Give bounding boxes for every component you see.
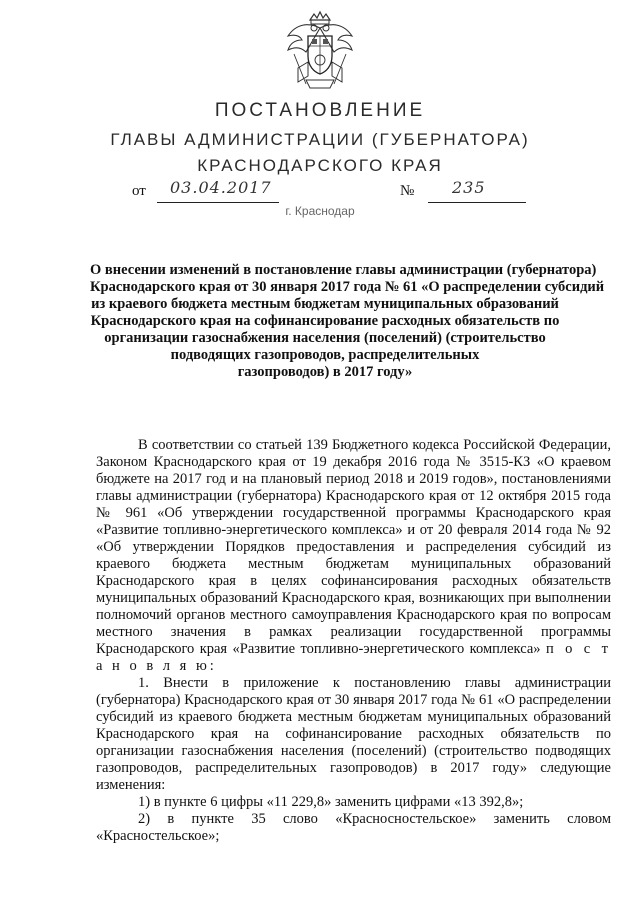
title-line: Краснодарского края от 30 января 2017 года № 61 «О распределении субсидий	[90, 279, 605, 295]
issuer-heading: ГЛАВЫ АДМИНИСТРАЦИИ (ГУБЕРНАТОРА)	[110, 130, 530, 149]
city-label: г. Краснодар	[285, 204, 355, 218]
number-prefix: №	[400, 183, 415, 199]
item-1: 1. Внести в приложение к постановлению главы администрации (губернатора) Краснодарского края от 30 января 2017 года № 61 «О распределении субсидий из краевого бюджета местным бюджетам муниципальных образований Краснодарского края на софинансирование расходных обязательств по организации газоснабжения населения (поселений) (строительство подводящих газопроводов, распределительных газопроводов) в 2017 году» следующие изменения:	[96, 675, 611, 793]
date-value: 03.04.2017	[170, 178, 272, 197]
number-value: 235	[452, 178, 486, 197]
title-line: организации газоснабжения населения (поселений) (строительство	[104, 330, 546, 346]
region-heading: КРАСНОДАРСКОГО КРАЯ	[197, 156, 443, 175]
title-line: газопроводов) в 2017 году»	[237, 364, 413, 380]
document-title	[90, 262, 605, 381]
date-prefix: от	[132, 183, 146, 199]
title-line: Краснодарского края на софинансирование расходных обязательств по	[90, 313, 560, 329]
document-body	[96, 437, 611, 845]
item-1-1: 1) в пункте 6 цифры «11 229,8» заменить цифрами «13 392,8»;	[138, 794, 524, 810]
decree-word: п о с т а н о в л я ю:	[96, 641, 611, 674]
title-line: подводящих газопроводов, распределительных	[170, 347, 480, 363]
title-line: О внесении изменений в постановление главы администрации (губернатора)	[90, 262, 597, 278]
coat-of-arms-emblem	[284, 10, 356, 94]
preamble-paragraph	[96, 437, 611, 675]
document-type-heading: ПОСТАНОВЛЕНИЕ	[214, 100, 426, 121]
item-1-2: 2) в пункте 35 слово «Красносностельское» заменить словом «Красностельское»;	[96, 811, 611, 844]
preamble-text: В соответствии со статьей 139 Бюджетного кодекса Российской Федерации, Законом Краснодарского края от 19 декабря 2016 года № 3515-КЗ «О краевом бюджете на 2017 год и на плановый период 2018 и 2019 годов», постановлениями главы администрации (губернатора) Краснодарского края от 12 октября 2015 года № 961 «Об утверждении государственной программы Краснодарского края «Развитие топливно-энергетического комплекса» и от 20 февраля 2014 года № 92 «Об утверждении Порядков предоставления и распределения субсидий из краевого бюджета местным бюджетам муниципальных образований Краснодарского края в целях софинансирования расходных обязательств муниципальных образований Краснодарского края, возникающих при выполнении полномочий органов местного самоуправления Краснодарского края по вопросам местного значения в рамках реализации государственной программы Краснодарского края «Развитие топливно-энергетического комплекса»	[96, 437, 611, 657]
title-line: из краевого бюджета местным бюджетам муниципальных образований	[91, 296, 559, 312]
